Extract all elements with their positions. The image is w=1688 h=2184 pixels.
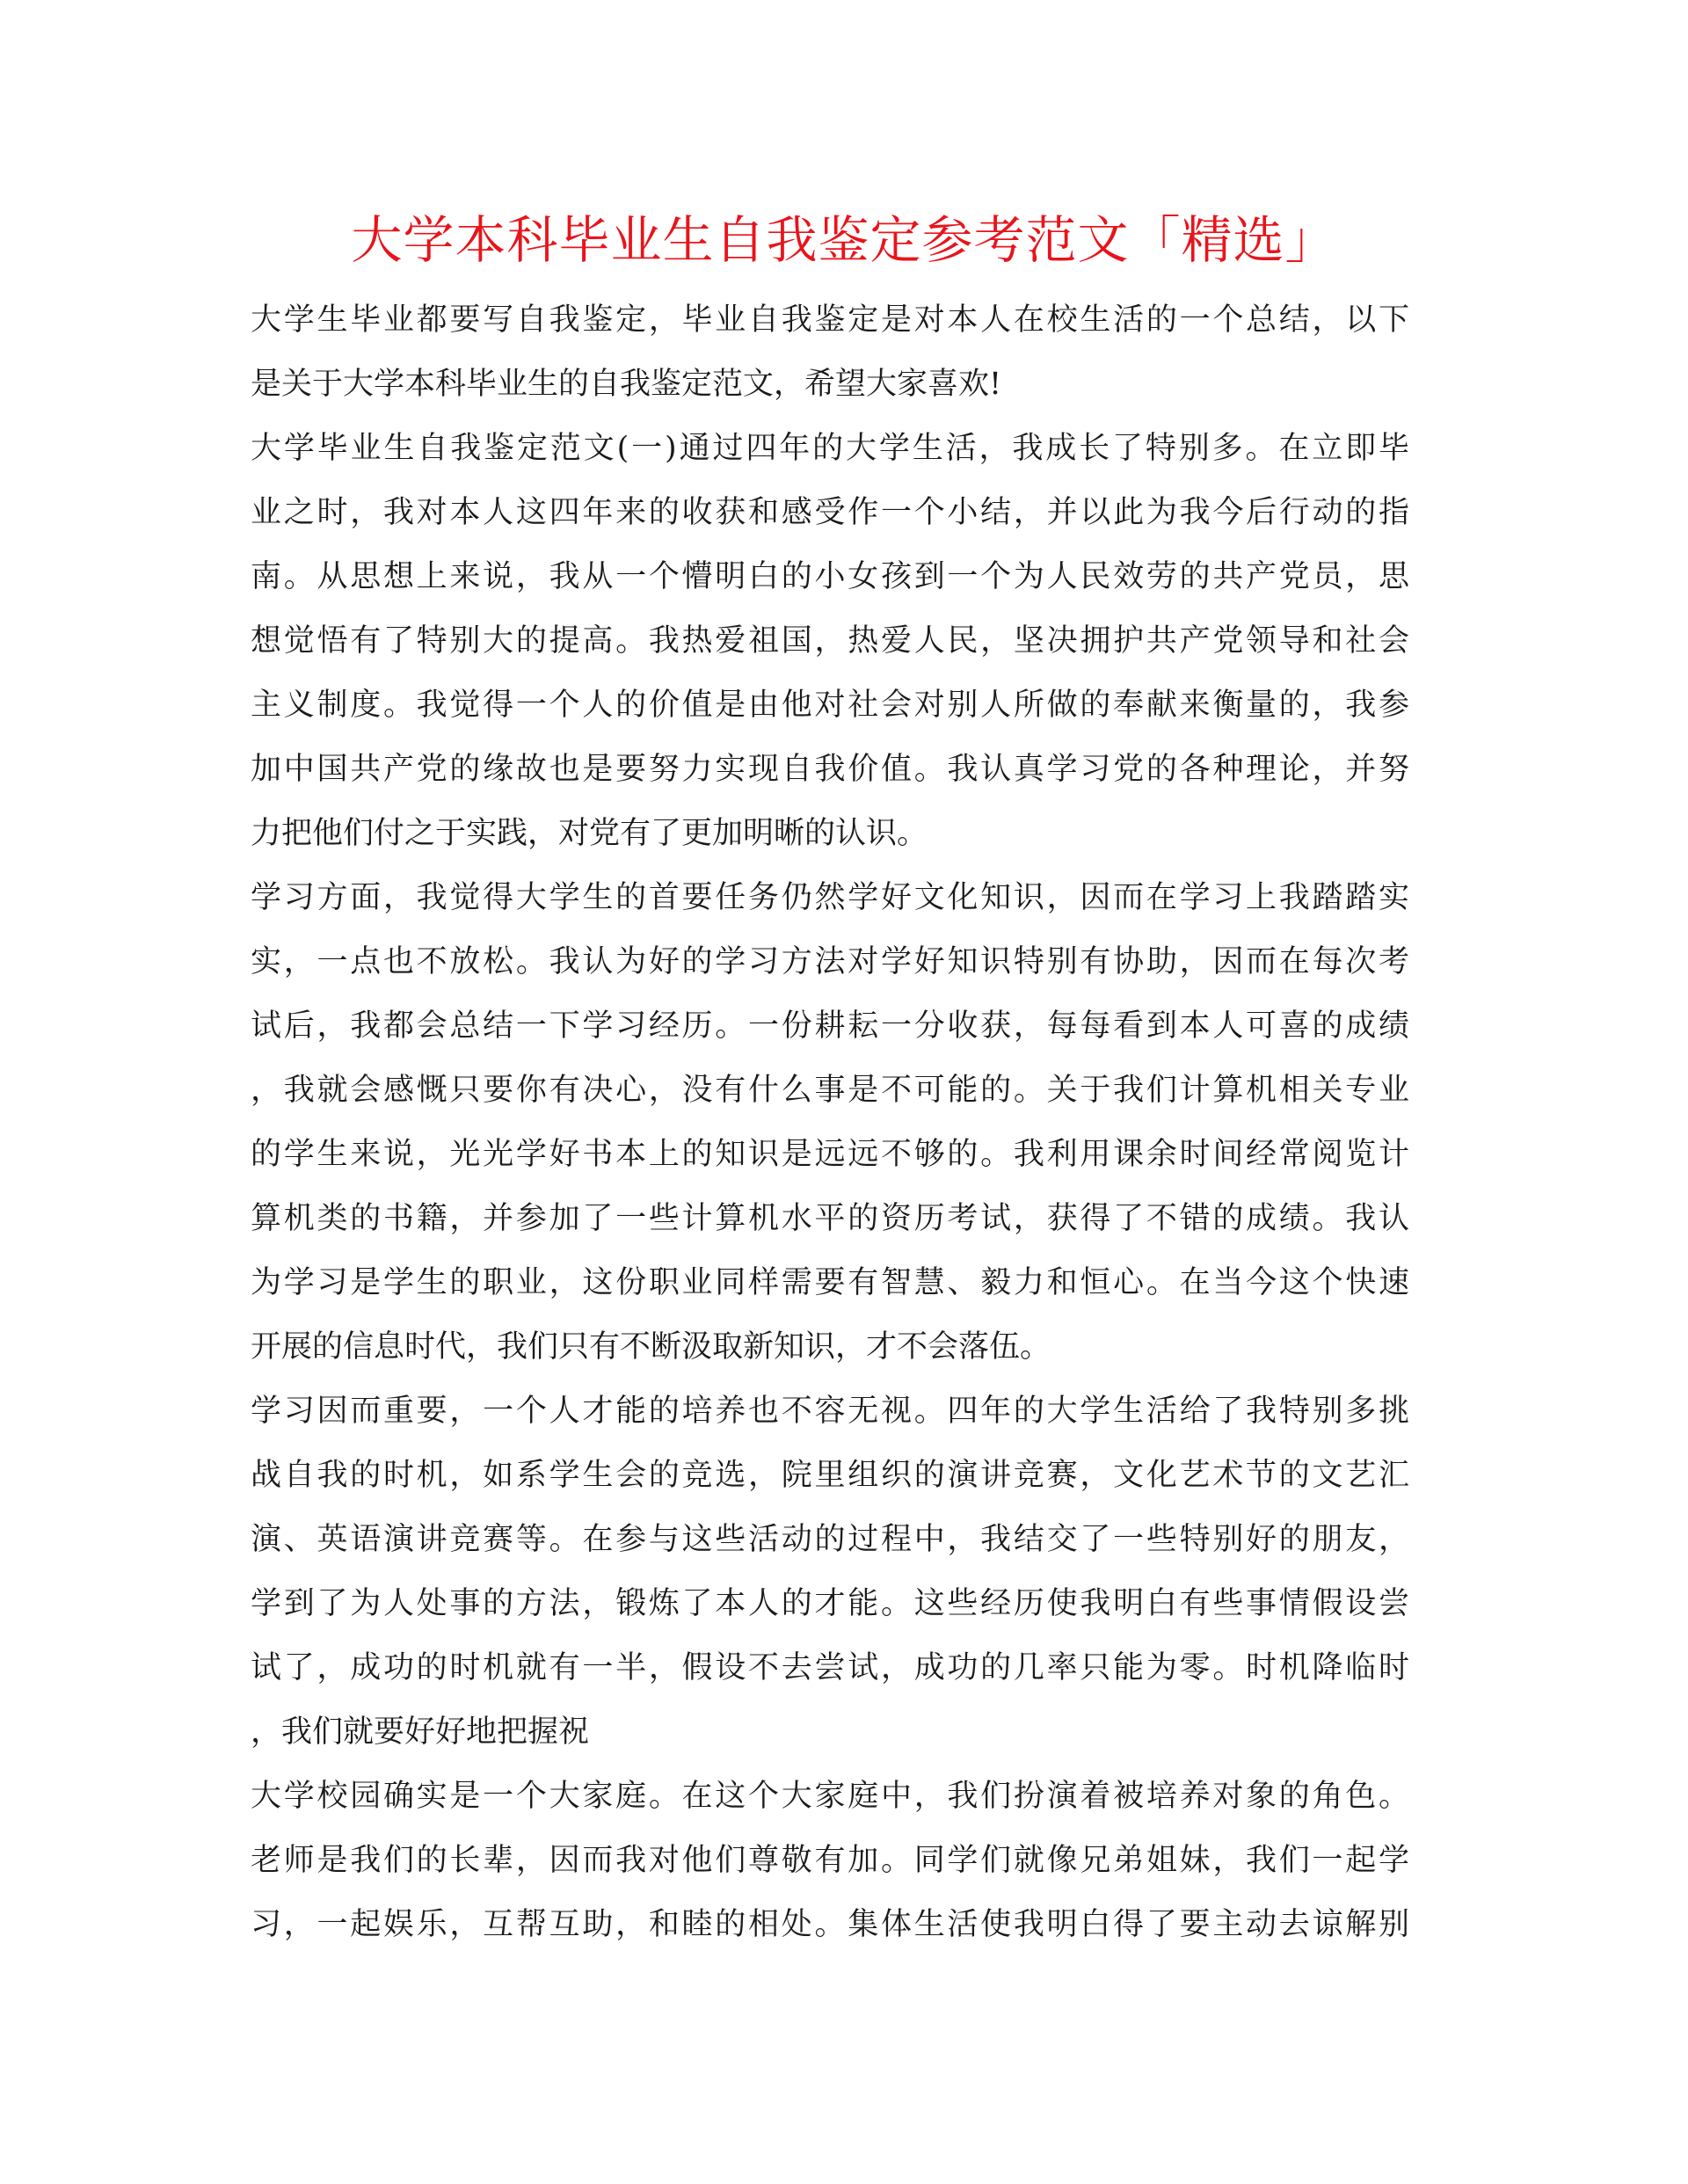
text-line: 大学毕业生自我鉴定范文(一)通过四年的大学生活，我成长了特别多。在立即毕 (251, 431, 1409, 466)
text-line: 算机类的书籍，并参加了一些计算机水平的资历考试，获得了不错的成绩。我认 (251, 1201, 1409, 1236)
text-line: 是关于大学本科毕业生的自我鉴定范文，希望大家喜欢! (251, 367, 1002, 402)
document-title: 大学本科毕业生自我鉴定参考范文「精选」 (351, 210, 1337, 270)
text-line: 的学生来说，光光学好书本上的知识是远远不够的。我利用课余时间经常阅览计 (251, 1137, 1409, 1172)
text-line: 业之时，我对本人这四年来的收获和感受作一个小结，并以此为我今后行动的指 (251, 495, 1409, 530)
text-line: 想觉悟有了特别大的提高。我热爱祖国，热爱人民，坚决拥护共产党领导和社会 (251, 623, 1409, 659)
text-line: 大学校园确实是一个大家庭。在这个大家庭中，我们扮演着被培养对象的角色。 (251, 1779, 1409, 1814)
text-line: 大学生毕业都要写自我鉴定，毕业自我鉴定是对本人在校生活的一个总结，以下 (251, 302, 1409, 338)
text-line: ，我们就要好好地把握祝 (251, 1714, 590, 1750)
text-line: 学习因而重要，一个人才能的培养也不容无视。四年的大学生活给了我特别多挑 (251, 1394, 1409, 1429)
text-line: 战自我的时机，如系学生会的竞选，院里组织的演讲竞赛，文化艺术节的文艺汇 (251, 1458, 1409, 1493)
text-line: 为学习是学生的职业，这份职业同样需要有智慧、毅力和恒心。在当今这个快速 (251, 1265, 1409, 1300)
text-line: 加中国共产党的缘故也是要努力实现自我价值。我认真学习党的各种理论，并努 (251, 752, 1409, 787)
text-line: 试了，成功的时机就有一半，假设不去尝试，成功的几率只能为零。时机降临时 (251, 1650, 1409, 1685)
text-line: 主义制度。我觉得一个人的价值是由他对社会对别人所做的奉献来衡量的，我参 (251, 688, 1409, 723)
text-line: 试后，我都会总结一下学习经历。一份耕耘一分收获，每每看到本人可喜的成绩 (251, 1008, 1409, 1044)
text-line: 老师是我们的长辈，因而我对他们尊敬有加。同学们就像兄弟姐妹，我们一起学 (251, 1843, 1409, 1878)
text-line: 学到了为人处事的方法，锻炼了本人的才能。这些经历使我明白有些事情假设尝 (251, 1586, 1409, 1621)
text-line: 习，一起娱乐，互帮互助，和睦的相处。集体生活使我明白得了要主动去谅解别 (251, 1907, 1409, 1942)
text-line: 学习方面，我觉得大学生的首要任务仍然学好文化知识，因而在学习上我踏踏实 (251, 880, 1409, 915)
text-line: ，我就会感慨只要你有决心，没有什么事是不可能的。关于我们计算机相关专业 (251, 1073, 1409, 1108)
text-line: 演、英语演讲竞赛等。在参与这些活动的过程中，我结交了一些特别好的朋友， (251, 1522, 1409, 1557)
document-body (251, 288, 1409, 1957)
text-line: 开展的信息时代，我们只有不断汲取新知识，才不会落伍。 (251, 1329, 1051, 1365)
text-line: 南。从思想上来说，我从一个懵明白的小女孩到一个为人民效劳的共产党员，思 (251, 559, 1409, 594)
text-line: 实，一点也不放松。我认为好的学习方法对学好知识特别有协助，因而在每次考 (251, 944, 1409, 979)
text-line: 力把他们付之于实践，对党有了更加明晰的认识。 (251, 816, 928, 851)
